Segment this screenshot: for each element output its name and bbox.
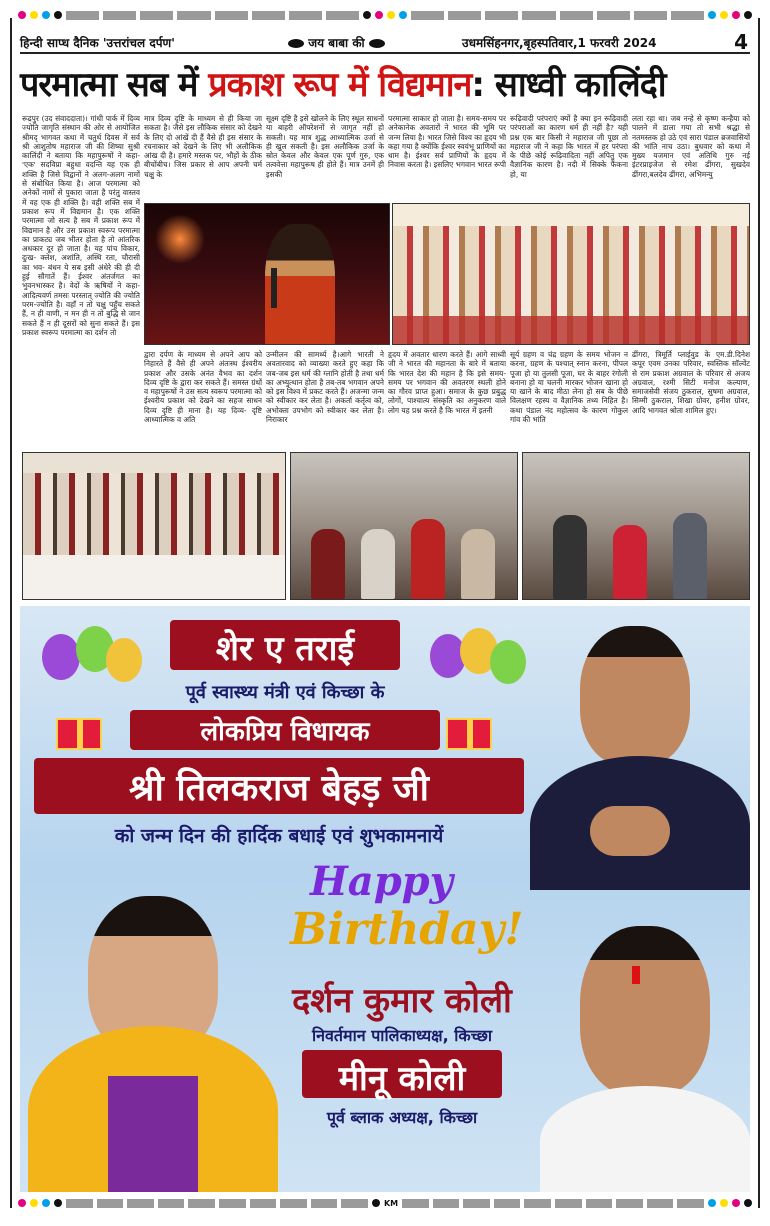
ad-line-1: पूर्व स्वास्थ्य मंत्री एवं किच्छा के — [185, 682, 385, 703]
article-column-1: रूद्रपुर (उद संवाददाता)। गांधी पार्क में दिव्य ज्योति जागृति संस्थान की ओर से आयोजित श्रीमद् भागवत कथा में चतुर्थ दिवस में सर्व श्री आशुतोष महाराज जी की शिष्या सुश्री कालिंदी ने बताया कि महापुरूषों ने कहा- 'एक' सदविप्रा बहुधा वदन्ति यह एक ही शक्ति है जिसे विद्वानों ने अलग-अलग नामों से संबोधित किया है। आज परमात्मा को अनेकों नामों से पुकारा जाता है परंतु वास्तव में वह एक ही शक्ति है। वही शक्ति सब में प्रकाश रूप में विद्यमान है। एक शक्ति परमात्मा जो सत्य है सब में प्रकाश रूप में विद्यमान है और उस प्रकाश स्वरूप परमात्मा का प्राकट्य जब भीतर होता है तो आंतरिक अधकार दूर हो जाता है। यह पांच विकार, दुःख- क्लेश, अशांति, अस्थि रता, चौरासी का भव- बंधन ये सब इसी अंधेरे की ही दी हुई सौगातें हैं। ईश्वर अंतर्जगत का भुवनभास्कर है। वेदों के ऋषियों ने कहा- आदित्यवर्ण तमसः परस्तात् ज्योति की ज्योति परम-ज्योति है। वहाँ न तो चक्षु पहुँच सकते हैं, न ही वाणी, न मन ही न तो बुद्धि से जान सकते हैं न ही दूसरों को सुना सकते हैं। इस प्रकाश स्वरूप परमात्मा का दर्शन तो — [22, 114, 140, 337]
eye-ornament-icon — [288, 39, 304, 48]
stage-light — [155, 214, 205, 264]
article-column-4-bottom: हृदय में अवतार धारण करते हैं। आगे साध्वी जी ने भारत की महानता के बारे में बताया कि भारत देश की महान है कि इसे समय-समय पर भगवान की अवतरण स्थली होने का गौरव प्राप्त हुआ। समाज के कुछ प्रबुद्ध लोगों, पाश्चात्य संस्कृति का अनुकरण वाले लोग यह प्रश्न करते है कि भारत में इतनी — [388, 350, 506, 415]
guest-figure — [361, 529, 395, 599]
article-column-5-bottom: सूर्य ग्रहण व चंद्र ग्रहण के समय भोजन न करना, ग्रहण के पश्चात् स्नान करना, पीपल पूजा हो या तुलसी पूजा, घर के बाहर रंगोली बनाना हो या चलनी मारकर भोजन खाना हो या खाने के बाद मीठा लेना हो सब के पीछे विलक्षण रहस्य व वैज्ञानिक तथ्य निहित है।कथा पंडाल नंद महोत्सव के कारण गोकुल गांव की भांति — [510, 350, 628, 425]
photo-audience-crowd — [392, 203, 750, 345]
honoree-portrait — [520, 616, 750, 890]
headline-part-2: प्रकाश रूप में विद्यमान — [208, 65, 472, 105]
footer-logo: KM — [383, 1198, 399, 1208]
gift-box-icon — [56, 718, 102, 750]
guest-figure — [553, 515, 587, 599]
sender-1-name: दर्शन कुमार कोली — [292, 981, 512, 1021]
article-column-3-top: सूक्ष्म दृष्टि है इसे खोलने के लिए स्थूल साधनों या बाहरी ऑपरेशनों से जागृत नहीं हो सकती। यह मात्र शुद्ध आध्यात्मिक उर्जा से ही खुल सकती है। इस अलौकिक उर्जा के स्रोत केवल और केवल एक पूर्ण गुरु, एक तत्ववेत्ता महापुरूष ही होते हैं। मात्र उनमें ही इसकी — [266, 114, 384, 179]
pandal-canopy — [393, 204, 749, 226]
carpet — [393, 316, 749, 344]
top-border-strip — [18, 10, 752, 20]
headline-part-3: : साध्वी कालिंदी — [471, 65, 666, 105]
ad-line-2: लोकप्रिय विधायक — [200, 717, 370, 747]
photo-guests-honour — [522, 452, 750, 600]
ad-greeting-line: को जन्म दिन की हार्दिक बधाई एवं शुभकामनायें — [114, 825, 444, 847]
article-headline — [20, 58, 750, 112]
headline-part-1: परमात्मा सब में — [20, 65, 198, 105]
article-column-2-bottom: द्वारा दर्पण के माध्यम से अपने आप को निहारते हैं वैसे ही अपने अंतःस्थ ईश्वरीय प्रकाश और उसके अनंत वैभव का दर्शन दिव्य दृष्टि के द्वारा कर सकते हैं। समस्त ग्रंथों व महापुरूषों ने उस सत्य स्वरूप परमात्मा को ईश्वरीय प्रकाश को देखने का सहज साधन दिव्य दृष्टि ही माना है। यह दिव्य- दृष्टि आध्यात्मिक व अति — [144, 350, 262, 425]
photo-sadhvi-speaking — [144, 203, 390, 345]
guest-figure — [673, 513, 707, 599]
guest-figure — [613, 525, 647, 599]
birthday-text: Birthday! — [290, 904, 524, 955]
ad-title: शेर ए तराई — [215, 629, 355, 669]
guest-figure — [311, 529, 345, 599]
microphone-icon — [271, 268, 277, 308]
article-column-4-top: परमात्मा साकार हो जाता है। समय-समय पर अनेकानेक अवतारों ने भारत की भूमि पर जन्म लिया है। भारत जिसे विश्व का हृदय भी कहा गया है क्योंकि ईश्वर स्वयंभू प्राणियों का धाम है। ईश्वर सर्व प्राणियों के हृदय में निवास करता है। इसलिए भगवान भारत रूपी — [388, 114, 506, 170]
white-chairs — [23, 555, 285, 599]
guest-figure — [411, 519, 445, 599]
sender-2-title: पूर्व ब्लाक अध्यक्ष, किच्छा — [326, 1108, 478, 1127]
article-column-2-top: मात्र दिव्य दृष्टि के माध्यम से ही किया जा सकता है। जैसे इस लौकिक संसार को देखने के लिए दो आंखें दी हैं वैसे ही इस संसार के रचनाकार को देखने के लिए भी अलौकिक आंख दी है। हमारे मस्तक पर, भौहों के ठीक बीचोंबीच। जिस प्रकार से आप अपनी चर्म चक्षु के — [144, 114, 262, 179]
masthead — [20, 26, 750, 54]
right-rule — [758, 18, 760, 1208]
article-column-3-bottom: उन्मीलन की सामर्थ्य है।आगे भारती ने अवतारवाद को व्याख्या करते हुए कहा कि जब-जब इस धर्म की ग्लानि होती है तथा धर्म का अभ्युत्थान होता है तब-तब भगवान अपने को इस विश्व में प्रकट करते हैं। अजन्मा जन्म को स्वीकार कर लेता है। अकर्ता कर्तृत्व को, अभोक्ता उपभोग को स्वीकार कर लेता है। निराकार — [266, 350, 384, 425]
bottom-border-strip — [18, 1198, 752, 1208]
sender-1-title: निवर्तमान पालिकाध्यक्ष, किच्छा — [312, 1026, 492, 1045]
balloon-decoration — [42, 634, 80, 680]
paper-name: हिन्दी साप्ध दैनिक 'उत्तरांचल दर्पण' — [20, 36, 175, 50]
article-column-5-top: रूढ़िवादी परंपराएं क्यों है क्या इन रूढ़िवादी परंपराओं का कारण धर्म ही नहीं है? यही प्रश्न एक बार किसी ने महाराज जी पूछा तो महाराज जी ने कहा कि भारत में हर परंपरा के पीछे कोई रूढ़िवादिता नहीं अपितु एक वैज्ञानिक कारण है। नदी में सिक्के फैंकना हो, या — [510, 114, 628, 179]
darshan-koli-portrait — [540, 906, 750, 1192]
eye-ornament-icon — [369, 39, 385, 48]
birthday-advertisement — [20, 606, 750, 1192]
sender-2-name: मीनू कोली — [338, 1059, 466, 1099]
dateline: उधमसिंहनगर,बृहस्पतिवार,1 फरवरी 2024 — [462, 36, 657, 50]
article-column-6-top: लता रहा था। जब नन्हे से कृष्ण कन्हैया को पालने में डाला गया तो सभी श्रद्धा से नतमस्तक हो उठे एवं सारा पंडाल ब्रजवासियों की भांति नाच उठा। बुधवार को कथा में मुख्य यजमान एवं अतिथि गुरु नई इंटरप्राइजेज से रमेश ढींगरा, सुखदेव ढींगरा,बलदेव ढींगरा, अभिमन्यु — [632, 114, 750, 179]
page-number: 4 — [734, 30, 748, 54]
footer-logo-icon — [372, 1199, 380, 1207]
left-rule — [10, 18, 12, 1208]
masthead-slogan: जय बाबा की — [288, 34, 385, 51]
meenu-koli-portrait — [28, 876, 278, 1192]
article-column-6-bottom: ढींगरा, त्रिमूर्ति प्लाईवुड के एम.डी.दिनेश कपूर एवम उनका परिवार, स्वस्तिक सॉल्वेंट से राम प्रकाश अग्रवाल के परिवार से अजय अग्रवाल, रश्मी सिटी मनोज कल्याण, समाजसेवी संजय ठुकराल, सुषमा अग्रवाल, सिम्मी ठुकराल, शिखा ग्रोवर, हनीश ग्रोवर, आदि भागवत श्रोता शामिल हुए। — [632, 350, 750, 415]
balloon-decoration — [106, 638, 142, 682]
happy-text: Happy — [310, 858, 453, 905]
photo-lamp-lighting — [290, 452, 518, 600]
honoree-name: श्री तिलकराज बेहड़ जी — [128, 768, 430, 809]
photo-guests-seated — [22, 452, 286, 600]
gift-box-icon — [446, 718, 492, 750]
pandal-canopy — [23, 453, 285, 473]
guest-figure — [461, 529, 495, 599]
